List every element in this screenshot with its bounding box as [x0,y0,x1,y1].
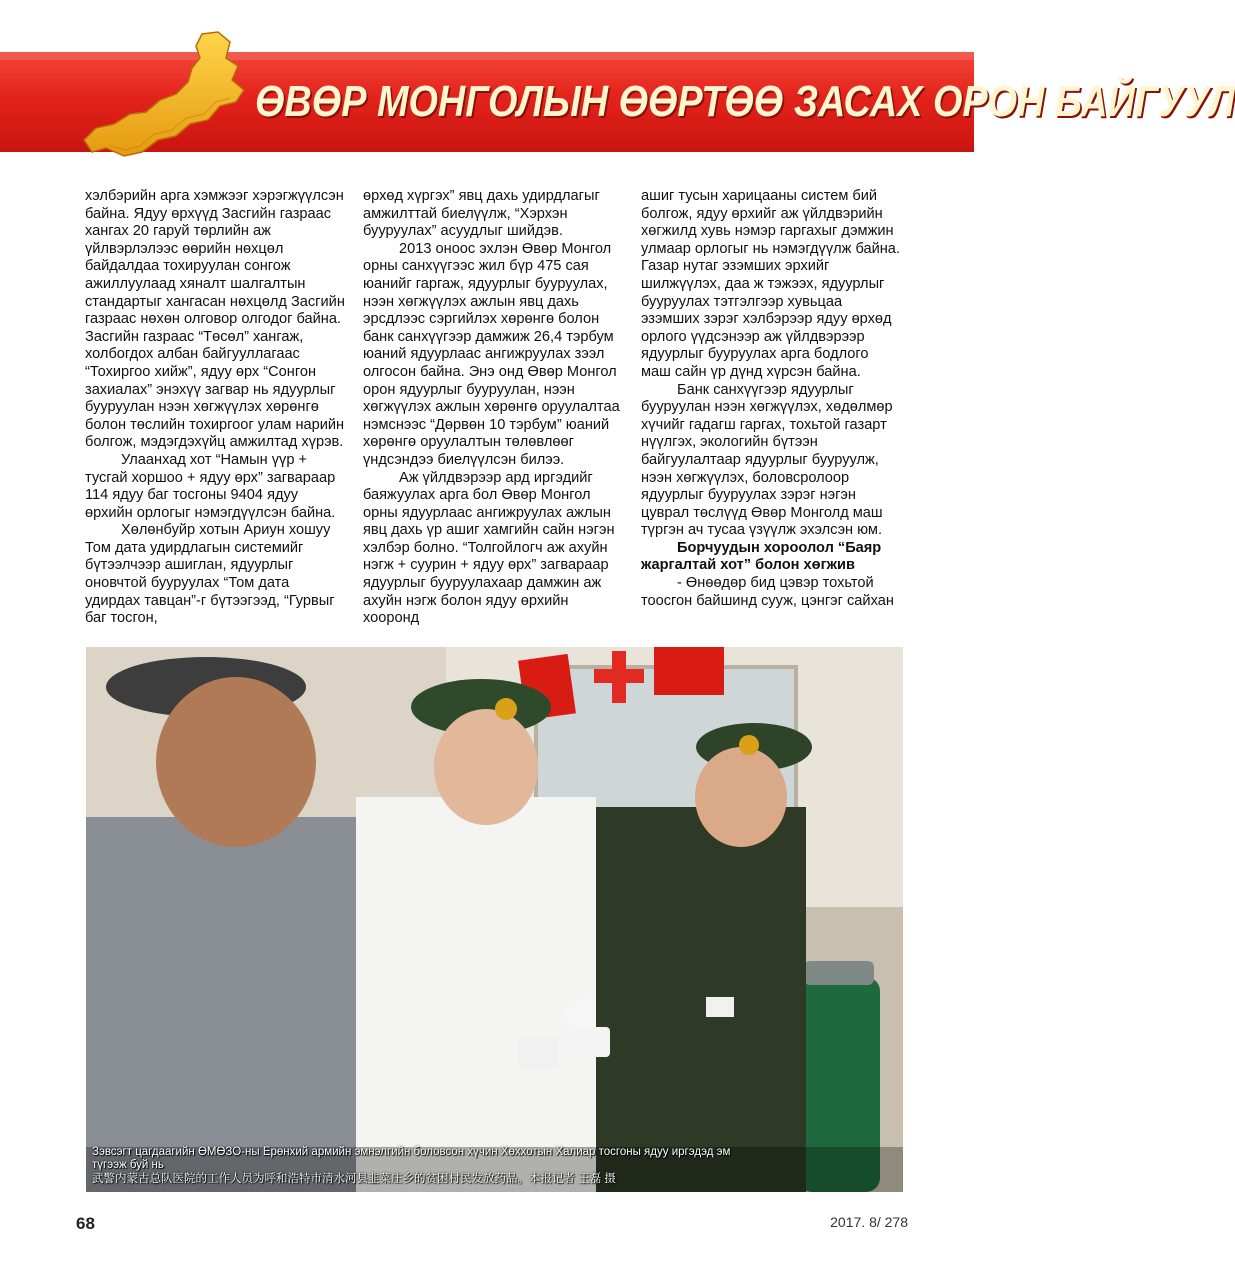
caption-chinese: 武警内蒙古总队医院的工作人员为呼和浩特市清水河县韭菜庄乡的贫困村民发放药品。本报记者 王磊 摄 [92,1172,616,1185]
banner-title: ӨВӨР МОНГОЛЫН ӨӨРТӨӨ ЗАСАХ ОРОН БАЙГУУЛ [255,77,1235,126]
caption-mongolian: Зэвсэгт цагдаагийн ӨМӨЗО-ны Ерөнхий армийн эмнэлгийн боловсон хүчин Хөххотын Халиар тосгоны ядуу иргэдэд эм түгээж буй нь [92,1145,731,1171]
paragraph: ашиг тусын харицааны систем бий болгож, ядуу өрхийг аж үйлдвэрийн хөгжилд хувь нэмэр гаргахыг дэмжин улмаар орлогыг нь нэмэгдүүлж байна. Газар нутаг эзэмших эрхийг шилжүүлэх, даа ж тэжээх, ядуурлыг бууруулах тэтгэлгээр хувьцаа эзэмших зэрэг хэлбэрээр ядуу өрхөд орлого үүдсэнээр аж үйлдвэрээр ядуурлыг бууруулах арга бодлого маш сайн үр дүнд хүрсэн байна. [641,188,900,380]
inner-mongolia-map-icon [80,28,255,168]
article-photo [86,647,903,1192]
paragraph: - Өнөөдөр бид цэвэр тохьтой тоосгон байшинд сууж, цэнгэг сайхан [641,575,894,609]
paragraph: 2013 оноос эхлэн Өвөр Монгол орны санхүүгээс жил бүр 475 сая юанийг гаргаж, ядуурлыг бууруулах, нээн хөгжүүлэх ажлын явц дахь эрсдлээс сэргийлэх хөрөнгө болон банк санхүүгээр дамжиж 26,4 тэрбум юаний ядуурлаас ангижруулах зээл олгосон байна. Энэ онд Өвөр Монгол орон ядуурлыг бууруулан, нээн хөгжүүлэх ажлын хөрөнгө оруулалтаа нэмснээс “Дөрвөн 10 тэрбум” юаний хөрөнгө оруулалтын төлөвлөөг үндсэндээ биелүүлсэн билээ. [363,240,620,468]
photo-illustration [86,647,903,1192]
paragraph: өрхөд хүргэх” явц дахь удирдлагыг амжилттай биелүүлж, “Хэрхэн бууруулах” асуудлыг шийдэв. [363,188,600,240]
paragraph: Банк санхүүгээр ядуурлыг бууруулан нээн хөгжүүлэх, хөдөлмөр хүчийг гадагш гаргах, тохьтой газарт нүүлгэх, экологийн бүтээн байгуулалтаар ядуурлыг бууруулж, нээн хөгжүүлэх, боловсролоор ядуурлыг бууруулах зэрэг нэгэн цуврал төслүүд Өвөр Монголд маш түргэн ач тусаа үзүүлж эхэлсэн юм. [641,381,893,539]
paragraph: Хөлөнбуйр хотын Ариун хошуу Том дата удирдлагын системийг бүтээлчээр ашиглан, ядуурлыг оновчтой бууруулах “Том дата удирдах тавцан”-г бүтээгээд, “Гурвыг баг тосгон, [85,522,335,627]
section-heading: Борчуудын хороолол “Баяр жаргалтай хот” болон хөгжив [641,539,882,574]
page-number: 68 [76,1214,95,1233]
photo-caption [92,1146,732,1187]
text-column-1 [85,188,345,628]
text-column-2 [363,188,623,628]
issue-label: 2017. 8/ 278 [830,1214,908,1230]
paragraph: хэлбэрийн арга хэмжээг хэрэгжүүлсэн байна. Ядуу өрхүүд Засгийн газраас хангах 20 гаруй төрлийн аж үйлвэрлэлээс өөрийн нөхцөл байдалдаа тохируулан сонгож ажиллуулаад хяналт шалгалтын стандартыг хангасан нөхцөлд Засгийн газраас нөхөн олговор олгодог байна. Засгийн газраас “Төсөл” хангаж, холбогдох албан байгууллагаас “Тохиргоо хийж”, ядуу өрх “Сонгон захиалах” энэхүү загвар нь ядуурлыг бууруулан нээн хөгжүүлэх хөрөнгө болон төслийн тохиргоог улам нарийн болгож, мэдэгдэхүйц амжилтад хүрэв. [85,188,345,451]
paragraph: Аж үйлдвэрээр ард иргэдийг баяжуулах арга бол Өвөр Монгол орны ядуурлаас ангижруулах ажлын явц дахь үр ашиг хамгийн сайн нэгэн хэлбэр болно. “Толгойлогч аж ахуйн нэгж + суурин + ядуу өрх” загвараар ядуурлыг бууруулахаар дамжин аж ахуйн нэгж болон ядуу өрхийн хооронд [363,469,615,627]
text-column-3 [641,188,901,610]
paragraph: Улаанхад хот “Намын үүр + тусгай хоршоо + ядуу өрх” загвараар 114 ядуу баг тосгоны 9404 ядуу өрхийн орлогыг нэмэгдүүлсэн байна. [85,451,336,521]
